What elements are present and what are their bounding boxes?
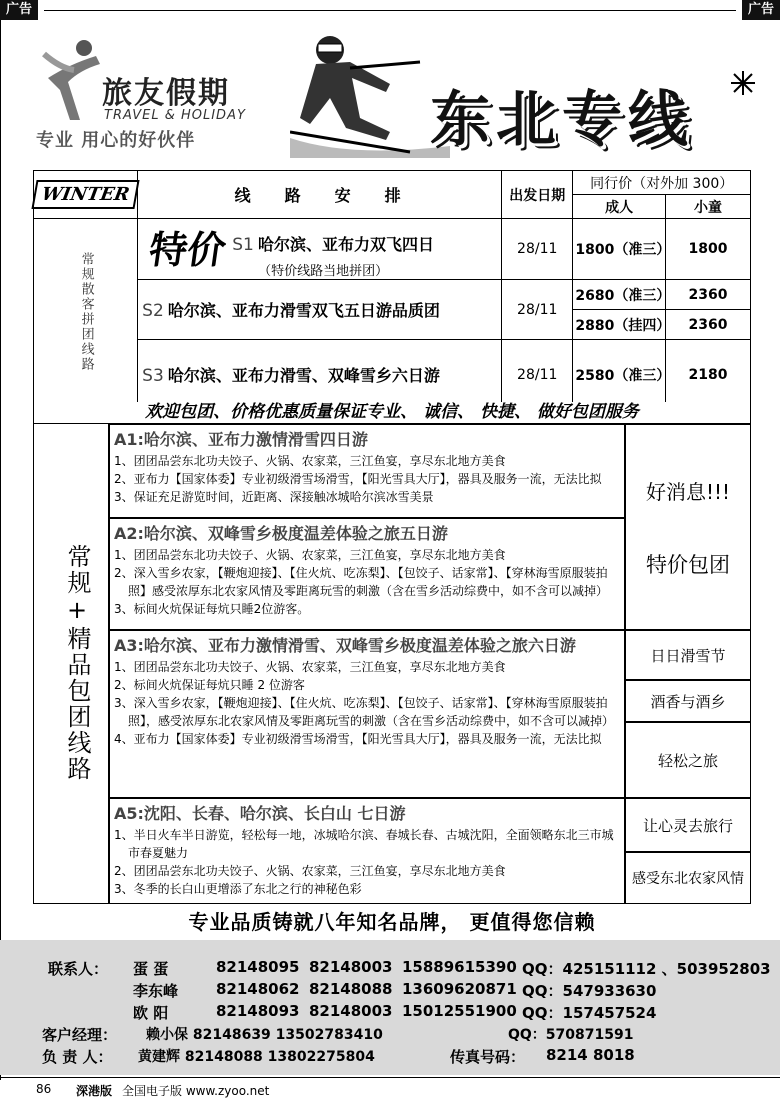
edition-label: 深港版 — [76, 1084, 113, 1098]
top-rule — [44, 10, 736, 11]
page-footer — [0, 1077, 780, 1100]
package-list — [110, 826, 624, 898]
list-item: 2、深入雪乡农家，【鞭炮迎接】、【住火炕、吃冻梨】、【包饺子、话家常】、【穿林海雪原服装拍照】感受浓厚东北农家风情及零距离玩雪的刺激（含在雪乡活动综费中，如不含可以减掉） — [114, 566, 609, 598]
contact-qq: QQ：425151112 、503952803 — [522, 960, 771, 978]
route-name: 哈尔滨、亚布力双飞四日 — [257, 235, 434, 254]
package-title: A3:哈尔滨、亚布力激情滑雪、双峰雪乡极度温差体验之旅六日游 — [114, 636, 576, 655]
contact-mobile: 13609620871 — [402, 980, 517, 998]
child-price: 2180 — [665, 340, 750, 410]
package-a5 — [109, 798, 625, 904]
head-label: 负 责 人： — [42, 1048, 113, 1066]
contact-phone: 82148003 — [309, 1002, 393, 1020]
package-list — [110, 658, 624, 748]
packages-label: 常规+精品包团线路 — [63, 544, 91, 782]
special-badge: 特价 — [146, 227, 229, 272]
logo-chinese-name: 旅友假期 — [102, 76, 230, 111]
package-a1 — [109, 424, 625, 518]
list-item: 3、深入雪乡农家，【鞭炮迎接】、【住火炕、吃冻梨】、【包饺子、话家常】、【穿林海雪原服装拍照】，感受浓厚东北农家风情及零距离玩雪的刺激（含在雪乡活动综费中，如不含可以减掉） — [114, 696, 615, 728]
contact-mobile: 15889615390 — [402, 958, 517, 976]
manager-label: 客户经理： — [42, 1026, 118, 1044]
route-s3 — [138, 340, 502, 410]
route-code: S2 — [142, 301, 164, 321]
route-name: 哈尔滨、亚布力滑雪、双峰雪乡六日游 — [167, 366, 440, 385]
brand-line: 专业品质铸就八年知名品牌， 更值得您信赖 — [188, 910, 596, 934]
contact-phone: 82148095 — [216, 958, 300, 976]
route-code: S3 — [142, 366, 164, 386]
list-item: 2、团团品尝东北功夫饺子、火锅、农家菜，三江鱼宴，享尽东北地方美食 — [114, 864, 506, 878]
hero-title: 东北专线 — [430, 85, 694, 155]
logo-figure-icon — [40, 34, 110, 124]
contact-name: 欧 阳 — [133, 1004, 169, 1022]
route-note: （特价线路当地拼团） — [258, 264, 389, 279]
list-item: 1、半日火车半日游览，轻松每一地，冰城哈尔滨、春城长春、古城沈阳，全面领略东北三市城市春夏魅力 — [114, 828, 614, 860]
list-item: 3、保证充足游览时间，近距离、深接触冰城哈尔滨冰雪美景 — [114, 490, 434, 504]
logo-slogan: 专业 用心的好伙伴 — [36, 130, 196, 151]
contact-qq: QQ：157457524 — [522, 1004, 657, 1022]
route-date: 28/11 — [502, 219, 573, 280]
list-item: 2、标间火炕保证每炕只睡 2 位游客 — [114, 678, 305, 692]
contact-mobile: 15012551900 — [402, 1002, 517, 1020]
left-label-cell — [34, 219, 138, 410]
header-route: 线路安排 — [138, 171, 502, 219]
packages-left-label-box — [33, 424, 109, 904]
route-date: 28/11 — [502, 280, 573, 340]
child-price: 2360 — [665, 280, 750, 310]
package-title: A2:哈尔滨、双峰雪乡极度温差体验之旅五日游 — [114, 524, 448, 543]
route-date: 28/11 — [502, 340, 573, 410]
winter-badge: WINTER — [31, 180, 139, 209]
contact-panel — [0, 940, 780, 1075]
route-s1 — [138, 219, 502, 280]
snowflake-icon — [730, 70, 756, 96]
side-promo-box — [625, 424, 751, 630]
page-number: 86 — [36, 1082, 52, 1096]
brand-logo — [30, 28, 280, 151]
welcome-banner: 欢迎包团、价格优惠质量保证专业、 诚信、 快捷、 做好包团服务 — [33, 402, 751, 424]
package-list — [110, 452, 624, 506]
fax-number: 8214 8018 — [546, 1046, 635, 1064]
logo-english-name: TRAVEL & HOLIDAY — [104, 108, 246, 123]
package-title: A1:哈尔滨、亚布力激情滑雪四日游 — [114, 430, 368, 449]
package-a2 — [109, 518, 625, 630]
side-tag: 日日滑雪节 — [625, 630, 751, 680]
special-group-text: 特价包团 — [646, 552, 730, 577]
package-title: A5:沈阳、长春、哈尔滨、长白山 七日游 — [114, 804, 406, 823]
winter-badge-cell — [34, 171, 138, 219]
contact-phone: 82148093 — [216, 1002, 300, 1020]
hero-banner — [290, 28, 770, 158]
left-label: 常规散客拼团线路 — [78, 252, 94, 372]
contact-phone: 82148088 — [309, 980, 393, 998]
manager-qq: QQ：570871591 — [508, 1027, 634, 1043]
contact-name: 李东峰 — [133, 982, 179, 1000]
adult-price: 2680（准三） — [573, 280, 666, 310]
list-item: 1、团团品尝东北功夫饺子、火锅、农家菜，三江鱼宴，享尽东北地方美食 — [114, 548, 506, 562]
package-list — [110, 546, 624, 618]
list-item: 1、团团品尝东北功夫饺子、火锅、农家菜，三江鱼宴，享尽东北地方美食 — [114, 660, 506, 674]
adult-price: 1800（准三） — [573, 219, 666, 280]
header-child: 小童 — [665, 195, 750, 219]
list-item: 3、冬季的长白山更增添了东北之行的神秘色彩 — [114, 882, 362, 896]
side-tag: 酒香与酒乡 — [625, 680, 751, 722]
contacts-label: 联系人： — [48, 960, 109, 978]
side-tag: 让心灵去旅行 — [625, 798, 751, 852]
contact-phone: 82148062 — [216, 980, 300, 998]
contact-phone: 82148003 — [309, 958, 393, 976]
header-peer-price: 同行价（对外加 300） — [573, 171, 751, 195]
frame-left — [0, 20, 1, 1080]
header-date: 出发日期 — [502, 171, 573, 219]
ad-tag-right: 广告 — [742, 0, 780, 20]
good-news-text: 好消息!!! — [645, 479, 731, 504]
manager-info: 赖小保 82148639 13502783410 — [146, 1027, 383, 1043]
adult-price: 2880（挂四） — [573, 310, 666, 340]
child-price: 2360 — [665, 310, 750, 340]
route-code: S1 — [232, 235, 254, 255]
side-tag: 感受东北农家风情 — [625, 852, 751, 904]
list-item: 1、团团品尝东北功夫饺子、火锅、农家菜，三江鱼宴，享尽东北地方美食 — [114, 454, 506, 468]
head-info: 黄建辉 82148088 13802275804 — [138, 1049, 375, 1065]
route-name: 哈尔滨、亚布力滑雪双飞五日游品质团 — [167, 301, 440, 320]
ad-tag-left: 广告 — [0, 0, 38, 20]
site-label: 全国电子版 www.zyoo.net — [122, 1084, 270, 1098]
side-tag: 轻松之旅 — [625, 722, 751, 798]
list-item: 4、亚布力【国家体委】专业初级滑雪场滑雪，【阳光雪具大厅】，器具及服务一流，无法比拟 — [114, 732, 602, 746]
adult-price: 2580（准三） — [573, 340, 666, 410]
contact-qq: QQ：547933630 — [522, 982, 657, 1000]
header-adult: 成人 — [573, 195, 666, 219]
price-table — [33, 170, 751, 410]
package-a3 — [109, 630, 625, 798]
child-price: 1800 — [665, 219, 750, 280]
list-item: 2、亚布力【国家体委】专业初级滑雪场滑雪，【阳光雪具大厅】，器具及服务一流，无法比拟 — [114, 472, 602, 486]
contact-name: 蛋 蛋 — [133, 960, 169, 978]
list-item: 3、标间火炕保证每炕只睡2位游客。 — [114, 602, 310, 616]
fax-label: 传真号码： — [450, 1048, 526, 1066]
route-s2 — [138, 280, 502, 340]
